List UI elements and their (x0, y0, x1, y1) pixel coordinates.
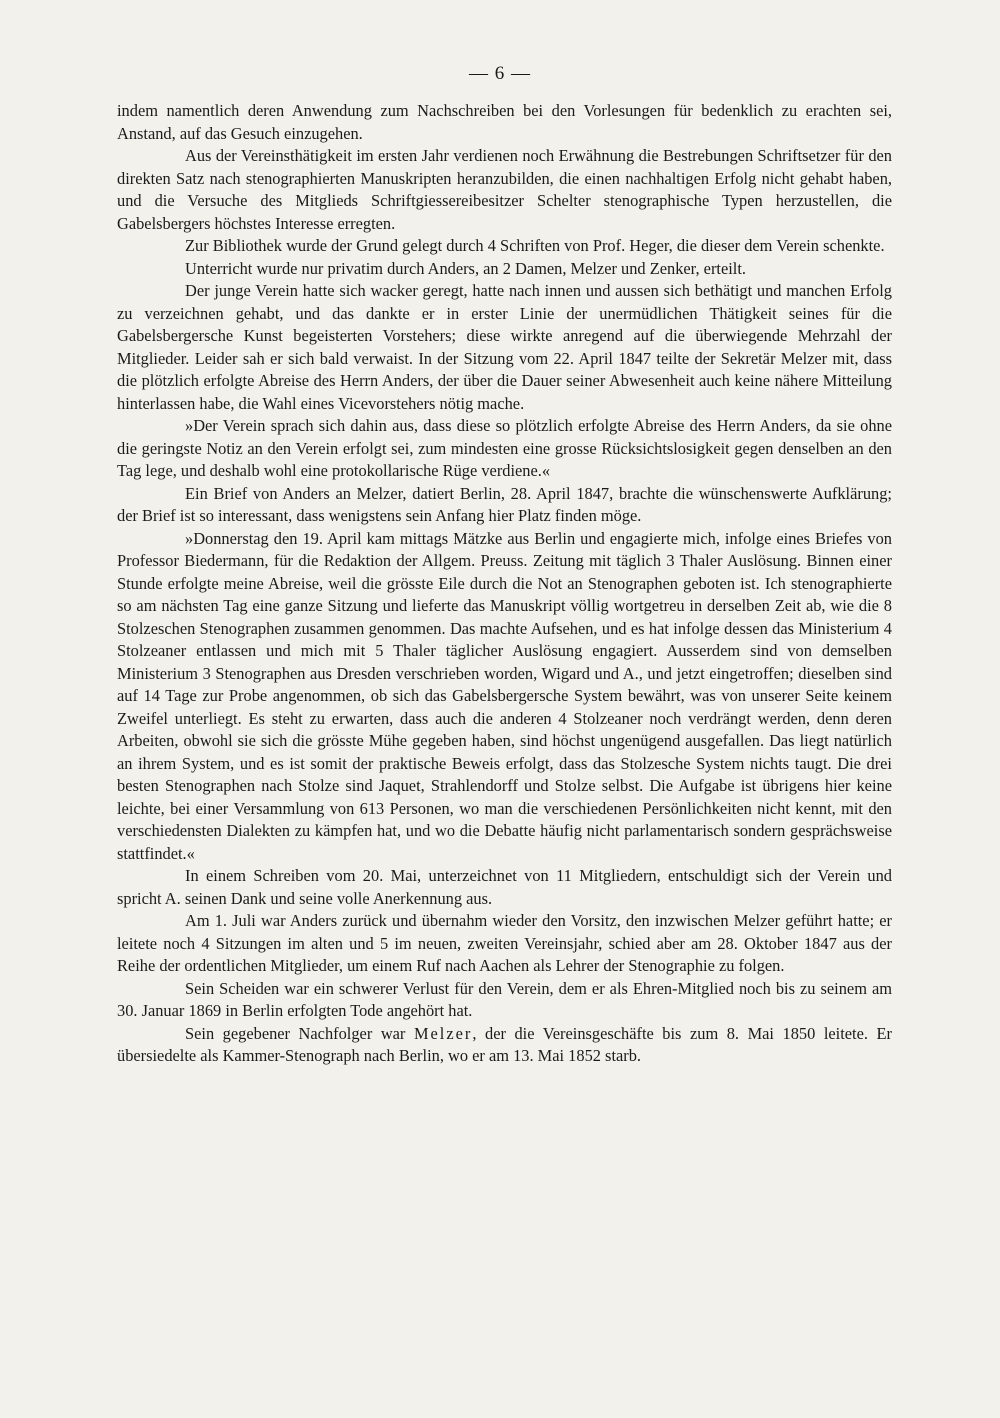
page-number: — 6 — (469, 63, 531, 84)
paragraph-12 (117, 1023, 892, 1068)
paragraph-2: Aus der Vereinsthätigkeit im ersten Jahr verdienen noch Erwähnung die Bestrebungen Schriftsetzer für den direkten Satz nach stenographierten Manuskripten heranzubilden, die einen nachhaltigen Erfolg nicht gehabt haben, und die Versuche des Mitglieds Schriftgiessereibesitzer Schelter stenographische Typen herzustellen, die Gabelsbergers höchstes Interesse erregten. (117, 146, 892, 233)
paragraph-12-start: Sein gegebener Nachfolger war (185, 1023, 414, 1043)
paragraph-1: indem namentlich deren Anwendung zum Nachschreiben bei den Vorlesungen für bedenklich zu erachten sei, Anstand, auf das Gesuch einzugehen. (117, 101, 892, 143)
paragraph-10: Am 1. Juli war Anders zurück und übernahm wieder den Vorsitz, den inzwischen Melzer geführt hatte; er leitete noch 4 Sitzungen im alten und 5 im neuen, zweiten Vereinsjahr, schied aber am 28. Oktober 1847 aus der Reihe der ordentlichen Mitglieder, um einem Ruf nach Aachen als Lehrer der Stenographie zu folgen. (117, 911, 892, 975)
paragraph-3: Zur Bibliothek wurde der Grund gelegt durch 4 Schriften von Prof. Heger, die dieser dem Verein schenkte. (185, 236, 885, 255)
paragraph-11: Sein Scheiden war ein schwerer Verlust für den Verein, dem er als Ehren-Mitglied noch bis zu seinem am 30. Januar 1869 in Berlin erfolgten Tode angehört hat. (117, 978, 892, 1020)
paragraph-12-end: , der die Vereinsgeschäfte bis zum 8. Mai 1850 leitete. Er übersiedelte als Kammer-Stenograph nach Berlin, wo er am 13. Mai 1852 starb. (117, 1023, 892, 1065)
paragraph-4: Unterricht wurde nur privatim durch Anders, an 2 Damen, Melzer und Zenker, erteilt. (185, 258, 746, 278)
paragraph-7: Ein Brief von Anders an Melzer, datiert Berlin, 28. April 1847, brachte die wünschenswerte Aufklärung; der Brief ist so interessant, dass wenigstens sein Anfang hier Platz finden möge. (117, 483, 892, 525)
paragraph-9: In einem Schreiben vom 20. Mai, unterzeichnet von 11 Mitgliedern, entschuldigt sich der Verein und spricht A. seinen Dank und seine volle Anerkennung aus. (117, 866, 892, 908)
body-text (117, 100, 892, 1068)
paragraph-5: Der junge Verein hatte sich wacker geregt, hatte nach innen und aussen sich bethätigt und manchen Erfolg zu verzeichnen gehabt, und das dankte er in erster Linie der unermüdlichen Thätigkeit seines für die Gabelsbergersche Kunst begeisterten Vorstehers; diese wirkte anregend auf die überwiegende Mehrzahl der Mitglieder. Leider sah er sich bald verwaist. In der Sitzung vom 22. April 1847 teilte der Sekretär Melzer mit, dass die plötzlich erfolgte Abreise des Herrn Anders, der über die Dauer seiner Abwesenheit auch keine nähere Mitteilung hinterlassen habe, die Wahl eines Vicevorstehers nötig mache. (117, 281, 892, 413)
successor-name: Melzer (413, 1023, 473, 1043)
paragraph-8-letter: »Donnerstag den 19. April kam mittags Mätzke aus Berlin und engagierte mich, infolge eines Briefes von Professor Biedermann, für die Redaktion der Allgem. Preuss. Zeitung mit täglich 3 Thaler Auslösung. Binnen einer Stunde erfolgte meine Abreise, weil die grösste Eile durch die Not an Stenographen geboten ist. Ich stenographierte so am nächsten Tag eine ganze Sitzung und lieferte das Manuskript völlig wortgetreu in derselben Zeit ab, wie die 8 Stolzeschen Stenographen zusammen genommen. Das machte Aufsehen, und es hat infolge dessen das Ministerium 4 Stolzeaner entlassen und mich mit 5 Thaler täglicher Auslösung engagiert. Ausserdem sind von demselben Ministerium 3 Stenographen aus Dresden verschrieben worden, Wigard und A., und jetzt eingetroffen; dieselben sind auf 14 Tage zur Probe angenommen, ob sich das Gabelsbergersche System bewährt, was von unserer Seite keinem Zweifel unterliegt. Es steht zu erwarten, dass auch die anderen 4 Stolzeaner noch verdrängt werden, denn deren Arbeiten, obwohl sie sich die grösste Mühe gegeben haben, sind höchst ungenügend ausgefallen. Das liegt natürlich an ihrem System, und es ist somit der praktische Beweis erfolgt, dass das Stolzesche System nichts taugt. Die drei besten Stenographen nach Stolze sind Jaquet, Strahlendorff und Stolze selbst. Die Aufgabe ist übrigens hier keine leichte, bei einer Versammlung von 613 Personen, wo man die verschiedenen Persönlichkeiten nicht kennt, mit den verschiedensten Dialekten zu kämpfen hat, und wo die Debatte häufig nicht parlamentarisch sondern gesprächsweise stattfindet.« (117, 528, 892, 863)
paragraph-6-quote: »Der Verein sprach sich dahin aus, dass diese so plötzlich erfolgte Abreise des Herrn Anders, da sie ohne die geringste Notiz an den Verein erfolgt sei, zum mindesten eine grosse Rücksichtslosigkeit gegen denselben an den Tag lege, und deshalb wohl eine protokollarische Rüge verdiene.« (117, 416, 892, 480)
